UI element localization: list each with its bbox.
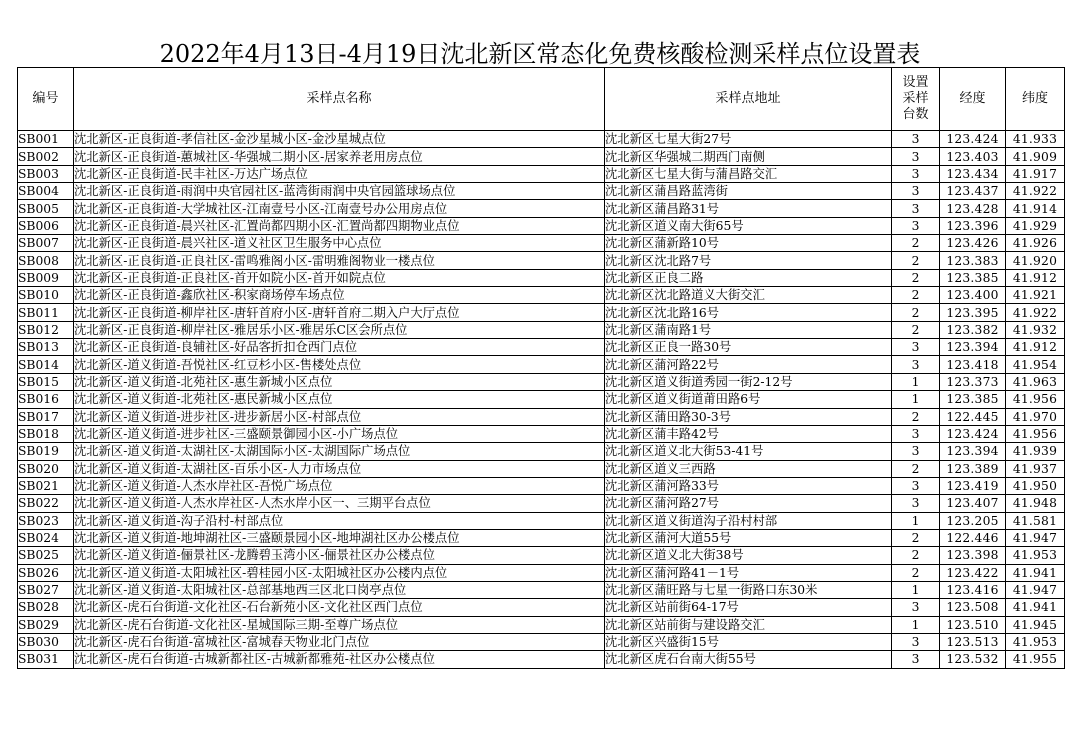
cell-latitude: 41.914 xyxy=(1006,200,1065,217)
cell-site-name: 沈北新区-正良街道-柳岸社区-雅居乐小区-雅居乐C区会所点位 xyxy=(74,321,605,338)
cell-sampling-count: 3 xyxy=(892,495,940,512)
cell-code: SB004 xyxy=(18,183,74,200)
cell-site-name: 沈北新区-正良街道-孝信社区-金沙星城小区-金沙星城点位 xyxy=(74,131,605,148)
table-row xyxy=(18,217,1065,234)
table-row xyxy=(18,512,1065,529)
cell-site-address: 沈北新区道义街道秀园一街2-12号 xyxy=(605,373,892,390)
cell-site-name: 沈北新区-道义街道-俪景社区-龙腾碧玉湾小区-俪景社区办公楼点位 xyxy=(74,547,605,564)
cell-site-address: 沈北新区道义北大街38号 xyxy=(605,547,892,564)
cell-code: SB030 xyxy=(18,633,74,650)
cell-code: SB011 xyxy=(18,304,74,321)
cell-latitude: 41.956 xyxy=(1006,391,1065,408)
cell-site-name: 沈北新区-道义街道-太阳城社区-碧桂园小区-太阳城社区办公楼内点位 xyxy=(74,564,605,581)
cell-site-address: 沈北新区蒲南路1号 xyxy=(605,321,892,338)
cell-sampling-count: 1 xyxy=(892,373,940,390)
cell-site-address: 沈北新区道义街道莆田路6号 xyxy=(605,391,892,408)
cell-latitude: 41.926 xyxy=(1006,235,1065,252)
cell-longitude: 123.403 xyxy=(940,148,1006,165)
cell-sampling-count: 1 xyxy=(892,391,940,408)
table-row xyxy=(18,252,1065,269)
cell-site-name: 沈北新区-正良街道-晨兴社区-道义社区卫生服务中心点位 xyxy=(74,235,605,252)
cell-site-address: 沈北新区虎石台南大街55号 xyxy=(605,651,892,668)
header-code: 编号 xyxy=(18,68,74,131)
cell-code: SB010 xyxy=(18,287,74,304)
cell-latitude: 41.947 xyxy=(1006,529,1065,546)
cell-code: SB017 xyxy=(18,408,74,425)
cell-site-name: 沈北新区-正良街道-民丰社区-万达广场点位 xyxy=(74,165,605,182)
cell-longitude: 123.407 xyxy=(940,495,1006,512)
cell-longitude: 123.400 xyxy=(940,287,1006,304)
cell-site-name: 沈北新区-正良街道-柳岸社区-唐轩首府小区-唐轩首府二期入户大厅点位 xyxy=(74,304,605,321)
cell-longitude: 123.383 xyxy=(940,252,1006,269)
cell-site-name: 沈北新区-正良街道-晨兴社区-汇置尚都四期小区-汇置尚都四期物业点位 xyxy=(74,217,605,234)
cell-code: SB028 xyxy=(18,599,74,616)
cell-site-address: 沈北新区七星大街27号 xyxy=(605,131,892,148)
cell-longitude: 123.394 xyxy=(940,339,1006,356)
cell-sampling-count: 3 xyxy=(892,356,940,373)
table-row xyxy=(18,339,1065,356)
cell-site-address: 沈北新区道义南大街65号 xyxy=(605,217,892,234)
cell-longitude: 123.395 xyxy=(940,304,1006,321)
cell-site-name: 沈北新区-正良街道-正良社区-雷鸣雅阁小区-雷明雅阁物业一楼点位 xyxy=(74,252,605,269)
cell-sampling-count: 3 xyxy=(892,633,940,650)
cell-code: SB005 xyxy=(18,200,74,217)
header-count-line: 采样 xyxy=(902,91,929,106)
cell-longitude: 123.434 xyxy=(940,165,1006,182)
cell-longitude: 123.513 xyxy=(940,633,1006,650)
cell-longitude: 123.385 xyxy=(940,269,1006,286)
cell-code: SB009 xyxy=(18,269,74,286)
cell-site-name: 沈北新区-道义街道-吾悦社区-红豆杉小区-售楼处点位 xyxy=(74,356,605,373)
cell-longitude: 123.428 xyxy=(940,200,1006,217)
table-row xyxy=(18,581,1065,598)
cell-site-address: 沈北新区沈北路7号 xyxy=(605,252,892,269)
cell-sampling-count: 3 xyxy=(892,339,940,356)
cell-code: SB013 xyxy=(18,339,74,356)
cell-latitude: 41.933 xyxy=(1006,131,1065,148)
cell-site-address: 沈北新区沈北路道义大街交汇 xyxy=(605,287,892,304)
cell-code: SB029 xyxy=(18,616,74,633)
cell-sampling-count: 2 xyxy=(892,287,940,304)
header-longitude: 经度 xyxy=(940,68,1006,131)
cell-code: SB021 xyxy=(18,477,74,494)
cell-site-name: 沈北新区-道义街道-太阳城社区-总部基地西三区北口岗亭点位 xyxy=(74,581,605,598)
table-row xyxy=(18,443,1065,460)
cell-site-address: 沈北新区道义北大街53-41号 xyxy=(605,443,892,460)
cell-latitude: 41.912 xyxy=(1006,339,1065,356)
cell-site-address: 沈北新区蒲河路33号 xyxy=(605,477,892,494)
cell-latitude: 41.922 xyxy=(1006,304,1065,321)
cell-latitude: 41.921 xyxy=(1006,287,1065,304)
cell-site-address: 沈北新区蒲河路27号 xyxy=(605,495,892,512)
cell-latitude: 41.929 xyxy=(1006,217,1065,234)
cell-latitude: 41.954 xyxy=(1006,356,1065,373)
cell-longitude: 123.510 xyxy=(940,616,1006,633)
cell-site-address: 沈北新区正良二路 xyxy=(605,269,892,286)
header-name: 采样点名称 xyxy=(74,68,605,131)
cell-site-name: 沈北新区-正良街道-大学城社区-江南壹号小区-江南壹号办公用房点位 xyxy=(74,200,605,217)
table-row xyxy=(18,477,1065,494)
cell-code: SB007 xyxy=(18,235,74,252)
cell-site-address: 沈北新区正良一路30号 xyxy=(605,339,892,356)
cell-latitude: 41.941 xyxy=(1006,564,1065,581)
cell-site-name: 沈北新区-道义街道-人杰水岸社区-吾悦广场点位 xyxy=(74,477,605,494)
cell-latitude: 41.917 xyxy=(1006,165,1065,182)
table-row xyxy=(18,269,1065,286)
table-row xyxy=(18,529,1065,546)
cell-site-name: 沈北新区-道义街道-进步社区-三盛颐景御园小区-小广场点位 xyxy=(74,425,605,442)
cell-latitude: 41.963 xyxy=(1006,373,1065,390)
cell-site-name: 沈北新区-虎石台街道-文化社区-星城国际三期-至尊广场点位 xyxy=(74,616,605,633)
cell-sampling-count: 3 xyxy=(892,217,940,234)
cell-site-name: 沈北新区-正良街道-蕙城社区-华强城二期小区-居家养老用房点位 xyxy=(74,148,605,165)
cell-site-address: 沈北新区蒲丰路42号 xyxy=(605,425,892,442)
table-row xyxy=(18,408,1065,425)
cell-latitude: 41.953 xyxy=(1006,547,1065,564)
cell-code: SB014 xyxy=(18,356,74,373)
cell-latitude: 41.909 xyxy=(1006,148,1065,165)
cell-sampling-count: 3 xyxy=(892,651,940,668)
cell-longitude: 123.424 xyxy=(940,131,1006,148)
cell-sampling-count: 2 xyxy=(892,408,940,425)
cell-site-name: 沈北新区-道义街道-太湖社区-百乐小区-人力市场点位 xyxy=(74,460,605,477)
cell-sampling-count: 3 xyxy=(892,599,940,616)
cell-code: SB006 xyxy=(18,217,74,234)
cell-sampling-count: 2 xyxy=(892,304,940,321)
cell-site-address: 沈北新区蒲旺路与七星一街路口东30米 xyxy=(605,581,892,598)
table-row xyxy=(18,183,1065,200)
cell-site-address: 沈北新区七星大街与蒲昌路交汇 xyxy=(605,165,892,182)
cell-longitude: 123.424 xyxy=(940,425,1006,442)
cell-sampling-count: 2 xyxy=(892,460,940,477)
table-row xyxy=(18,460,1065,477)
table-row xyxy=(18,373,1065,390)
table-row xyxy=(18,547,1065,564)
table-row xyxy=(18,200,1065,217)
cell-sampling-count: 2 xyxy=(892,547,940,564)
cell-code: SB031 xyxy=(18,651,74,668)
cell-longitude: 123.205 xyxy=(940,512,1006,529)
cell-code: SB022 xyxy=(18,495,74,512)
cell-code: SB003 xyxy=(18,165,74,182)
cell-longitude: 123.396 xyxy=(940,217,1006,234)
cell-sampling-count: 3 xyxy=(892,200,940,217)
cell-sampling-count: 2 xyxy=(892,269,940,286)
cell-latitude: 41.920 xyxy=(1006,252,1065,269)
cell-latitude: 41.939 xyxy=(1006,443,1065,460)
cell-longitude: 123.385 xyxy=(940,391,1006,408)
table-row xyxy=(18,356,1065,373)
cell-longitude: 122.445 xyxy=(940,408,1006,425)
cell-site-address: 沈北新区兴盛街15号 xyxy=(605,633,892,650)
cell-longitude: 123.418 xyxy=(940,356,1006,373)
cell-sampling-count: 3 xyxy=(892,183,940,200)
cell-site-address: 沈北新区沈北路16号 xyxy=(605,304,892,321)
cell-code: SB018 xyxy=(18,425,74,442)
table-row xyxy=(18,131,1065,148)
header-count-line: 台数 xyxy=(902,107,929,122)
table-row xyxy=(18,148,1065,165)
cell-latitude: 41.953 xyxy=(1006,633,1065,650)
cell-site-name: 沈北新区-道义街道-北苑社区-惠民新城小区点位 xyxy=(74,391,605,408)
cell-site-address: 沈北新区华强城二期西门南侧 xyxy=(605,148,892,165)
table-row xyxy=(18,651,1065,668)
cell-site-address: 沈北新区道义街道沟子沿村村部 xyxy=(605,512,892,529)
cell-longitude: 123.426 xyxy=(940,235,1006,252)
cell-site-name: 沈北新区-虎石台街道-富城社区-富城春天物业北门点位 xyxy=(74,633,605,650)
table-body xyxy=(18,131,1065,669)
cell-sampling-count: 3 xyxy=(892,148,940,165)
cell-sampling-count: 1 xyxy=(892,581,940,598)
cell-sampling-count: 3 xyxy=(892,425,940,442)
cell-site-address: 沈北新区蒲河路22号 xyxy=(605,356,892,373)
cell-longitude: 123.394 xyxy=(940,443,1006,460)
cell-site-address: 沈北新区蒲昌路31号 xyxy=(605,200,892,217)
cell-sampling-count: 2 xyxy=(892,529,940,546)
cell-longitude: 123.532 xyxy=(940,651,1006,668)
cell-sampling-count: 3 xyxy=(892,165,940,182)
cell-latitude: 41.950 xyxy=(1006,477,1065,494)
cell-site-name: 沈北新区-正良街道-雨润中央官园社区-蓝湾街雨润中央官园篮球场点位 xyxy=(74,183,605,200)
cell-code: SB025 xyxy=(18,547,74,564)
cell-site-address: 沈北新区蒲河大道55号 xyxy=(605,529,892,546)
cell-code: SB019 xyxy=(18,443,74,460)
cell-latitude: 41.948 xyxy=(1006,495,1065,512)
cell-site-address: 沈北新区蒲田路30-3号 xyxy=(605,408,892,425)
cell-code: SB015 xyxy=(18,373,74,390)
cell-code: SB023 xyxy=(18,512,74,529)
header-count-line: 设置 xyxy=(902,75,929,90)
cell-longitude: 123.398 xyxy=(940,547,1006,564)
table-row xyxy=(18,564,1065,581)
table-row xyxy=(18,391,1065,408)
cell-site-name: 沈北新区-道义街道-北苑社区-惠生新城小区点位 xyxy=(74,373,605,390)
cell-code: SB002 xyxy=(18,148,74,165)
cell-site-address: 沈北新区蒲新路10号 xyxy=(605,235,892,252)
cell-longitude: 122.446 xyxy=(940,529,1006,546)
cell-longitude: 123.382 xyxy=(940,321,1006,338)
cell-code: SB001 xyxy=(18,131,74,148)
cell-sampling-count: 3 xyxy=(892,477,940,494)
cell-longitude: 123.422 xyxy=(940,564,1006,581)
cell-sampling-count: 2 xyxy=(892,252,940,269)
cell-site-name: 沈北新区-虎石台街道-古城新都社区-古城新都雅苑-社区办公楼点位 xyxy=(74,651,605,668)
table-row xyxy=(18,495,1065,512)
cell-sampling-count: 2 xyxy=(892,321,940,338)
table-row xyxy=(18,633,1065,650)
cell-longitude: 123.373 xyxy=(940,373,1006,390)
cell-sampling-count: 3 xyxy=(892,131,940,148)
cell-site-name: 沈北新区-正良街道-鑫欣社区-积家商场停车场点位 xyxy=(74,287,605,304)
cell-code: SB016 xyxy=(18,391,74,408)
table-row xyxy=(18,287,1065,304)
cell-longitude: 123.419 xyxy=(940,477,1006,494)
cell-site-name: 沈北新区-道义街道-人杰水岸社区-人杰水岸小区一、三期平台点位 xyxy=(74,495,605,512)
document-title: 2022年4月13日-4月19日沈北新区常态化免费核酸检测采样点位设置表 xyxy=(159,40,921,68)
cell-sampling-count: 2 xyxy=(892,235,940,252)
cell-latitude: 41.581 xyxy=(1006,512,1065,529)
cell-sampling-count: 1 xyxy=(892,616,940,633)
header-count xyxy=(892,68,940,131)
table-row xyxy=(18,321,1065,338)
cell-site-address: 沈北新区蒲河路41－1号 xyxy=(605,564,892,581)
cell-site-address: 沈北新区站前街与建设路交汇 xyxy=(605,616,892,633)
cell-site-address: 沈北新区站前街64-17号 xyxy=(605,599,892,616)
table-row xyxy=(18,304,1065,321)
table-row xyxy=(18,616,1065,633)
cell-sampling-count: 2 xyxy=(892,564,940,581)
cell-code: SB012 xyxy=(18,321,74,338)
cell-code: SB024 xyxy=(18,529,74,546)
cell-longitude: 123.508 xyxy=(940,599,1006,616)
table-row xyxy=(18,235,1065,252)
table-row xyxy=(18,165,1065,182)
cell-code: SB020 xyxy=(18,460,74,477)
cell-latitude: 41.945 xyxy=(1006,616,1065,633)
cell-code: SB026 xyxy=(18,564,74,581)
cell-latitude: 41.955 xyxy=(1006,651,1065,668)
cell-site-name: 沈北新区-道义街道-太湖社区-太湖国际小区-太湖国际广场点位 xyxy=(74,443,605,460)
cell-latitude: 41.970 xyxy=(1006,408,1065,425)
cell-latitude: 41.941 xyxy=(1006,599,1065,616)
sampling-sites-table xyxy=(17,67,1065,669)
cell-longitude: 123.437 xyxy=(940,183,1006,200)
cell-longitude: 123.389 xyxy=(940,460,1006,477)
cell-longitude: 123.416 xyxy=(940,581,1006,598)
header-latitude: 纬度 xyxy=(1006,68,1065,131)
cell-site-name: 沈北新区-道义街道-进步社区-进步新居小区-村部点位 xyxy=(74,408,605,425)
cell-site-address: 沈北新区道义三西路 xyxy=(605,460,892,477)
table-row xyxy=(18,425,1065,442)
cell-site-name: 沈北新区-道义街道-沟子沿村-村部点位 xyxy=(74,512,605,529)
cell-sampling-count: 1 xyxy=(892,512,940,529)
cell-sampling-count: 3 xyxy=(892,443,940,460)
cell-latitude: 41.937 xyxy=(1006,460,1065,477)
cell-site-name: 沈北新区-道义街道-地坤湖社区-三盛颐景园小区-地坤湖社区办公楼点位 xyxy=(74,529,605,546)
cell-latitude: 41.932 xyxy=(1006,321,1065,338)
cell-site-name: 沈北新区-正良街道-正良社区-首开如院小区-首开如院点位 xyxy=(74,269,605,286)
table-row xyxy=(18,599,1065,616)
cell-code: SB027 xyxy=(18,581,74,598)
cell-latitude: 41.947 xyxy=(1006,581,1065,598)
cell-code: SB008 xyxy=(18,252,74,269)
cell-latitude: 41.956 xyxy=(1006,425,1065,442)
cell-site-name: 沈北新区-正良街道-良辅社区-好品客折扣仓西门点位 xyxy=(74,339,605,356)
cell-latitude: 41.922 xyxy=(1006,183,1065,200)
header-address: 采样点地址 xyxy=(605,68,892,131)
table-header-row xyxy=(18,68,1065,131)
cell-site-name: 沈北新区-虎石台街道-文化社区-石台新苑小区-文化社区西门点位 xyxy=(74,599,605,616)
cell-site-address: 沈北新区蒲昌路蓝湾街 xyxy=(605,183,892,200)
cell-latitude: 41.912 xyxy=(1006,269,1065,286)
